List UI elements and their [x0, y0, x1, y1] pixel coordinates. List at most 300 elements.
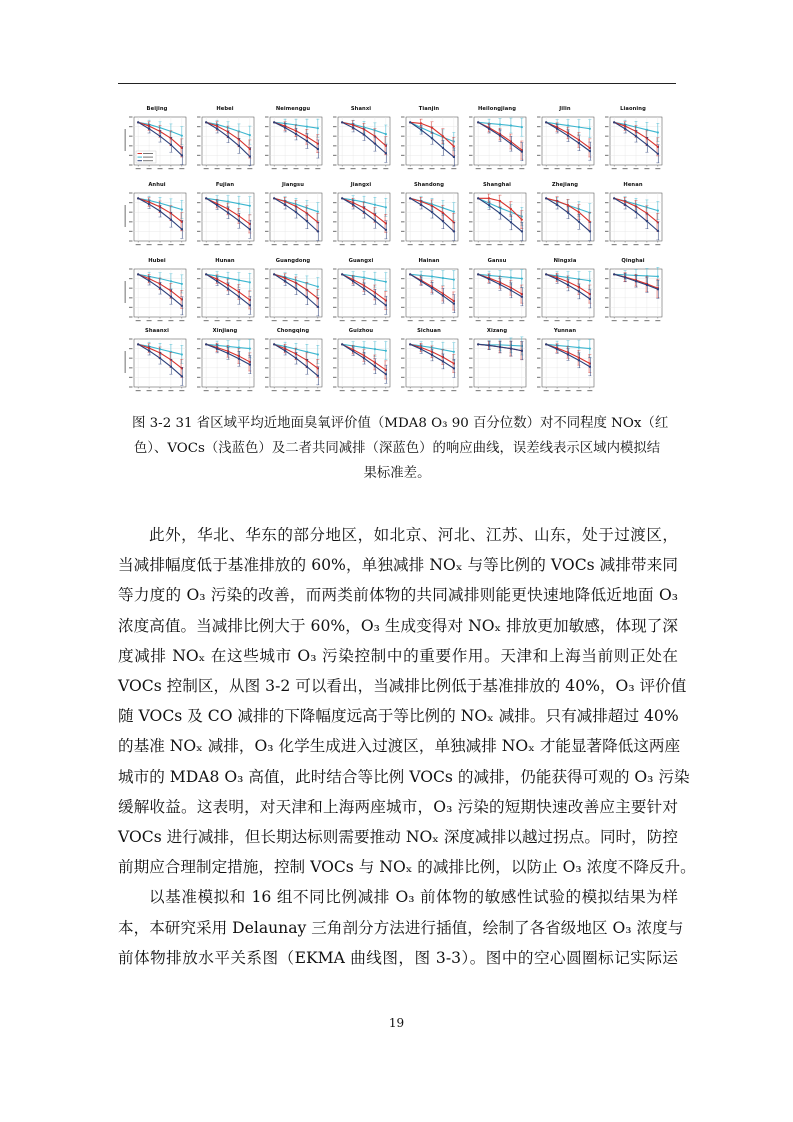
x-tick-label — [226, 244, 231, 245]
panel-title: Jiangsu — [281, 182, 305, 188]
data-point-vocs — [657, 275, 659, 277]
data-point-both — [385, 229, 387, 231]
x-tick-label — [147, 390, 152, 391]
caption-line: 图 3-2 31 省区域平均近地面臭氧评价值（MDA8 O₃ 90 百分位数）对不同程度 NOx（红 — [132, 416, 669, 431]
panel — [328, 328, 394, 400]
panel-title: Jilin — [559, 106, 571, 112]
data-point-both — [510, 348, 512, 350]
y-tick-label — [469, 268, 473, 269]
x-tick-label — [644, 244, 649, 245]
panel — [396, 258, 462, 330]
y-tick-label — [469, 278, 473, 279]
x-tick-label — [168, 244, 173, 245]
data-point-both — [363, 288, 365, 290]
x-tick-label — [168, 390, 173, 391]
y-tick-label — [605, 268, 609, 269]
data-point-both — [545, 273, 547, 275]
y-tick-label — [129, 358, 133, 359]
y-tick-label — [197, 278, 201, 279]
x-tick-label — [351, 320, 356, 321]
x-tick-label — [644, 168, 649, 169]
data-point-both — [578, 359, 580, 361]
x-tick-label — [440, 244, 445, 245]
data-point-both — [341, 343, 343, 345]
data-point-both — [431, 137, 433, 139]
data-point-both — [238, 296, 240, 298]
y-tick-label — [265, 358, 269, 359]
panel-plot — [464, 189, 530, 251]
x-tick-label — [236, 244, 241, 245]
data-point-nox — [442, 212, 444, 214]
data-point-both — [589, 298, 591, 300]
x-tick-label — [158, 168, 163, 169]
data-point-both — [510, 143, 512, 145]
x-tick-label — [419, 168, 424, 169]
y-tick-label — [333, 155, 337, 156]
y-tick-label — [537, 278, 541, 279]
y-tick-label — [469, 231, 473, 232]
data-point-both — [341, 273, 343, 275]
data-point-both — [374, 143, 376, 145]
panel — [464, 182, 530, 254]
x-tick-label — [283, 320, 288, 321]
y-tick-label — [401, 288, 405, 289]
panel-plot — [532, 113, 598, 175]
y-tick-label — [333, 307, 337, 308]
data-point-vocs — [317, 353, 319, 355]
panel-title: Shandong — [413, 182, 445, 188]
data-point-vocs — [238, 346, 240, 348]
text-line: 缓解收益。这表明，对天津和上海两座城市，O₃ 污染的短期快速改善应主要针对 — [118, 797, 678, 816]
x-tick-label — [555, 320, 560, 321]
y-tick-label — [265, 212, 269, 213]
x-tick-label — [168, 168, 173, 169]
y-tick-label — [469, 240, 473, 241]
data-point-both — [341, 121, 343, 123]
panel-plot — [396, 335, 462, 397]
y-tick-label — [537, 212, 541, 213]
x-tick-label — [655, 168, 660, 169]
y-tick-label — [129, 136, 133, 137]
data-point-both — [385, 152, 387, 154]
y-tick-label — [469, 297, 473, 298]
y-tick-label — [605, 145, 609, 146]
data-point-both — [657, 230, 659, 232]
y-tick-label — [605, 116, 609, 117]
data-point-both — [431, 354, 433, 356]
data-point-vocs — [317, 286, 319, 288]
data-point-both — [442, 220, 444, 222]
data-point-both — [306, 296, 308, 298]
y-tick-label — [401, 268, 405, 269]
x-tick-label — [576, 168, 581, 169]
y-tick-label — [265, 386, 269, 387]
panel — [600, 182, 666, 254]
data-point-both — [352, 127, 354, 129]
data-point-both — [431, 287, 433, 289]
data-point-both — [249, 364, 251, 366]
panel — [532, 328, 598, 400]
y-tick-label — [333, 212, 337, 213]
data-point-both — [148, 203, 150, 205]
data-point-both — [499, 346, 501, 348]
x-tick-label — [136, 168, 141, 169]
y-tick-label — [401, 297, 405, 298]
y-tick-label — [197, 126, 201, 127]
x-tick-label — [487, 244, 492, 245]
x-tick-label — [158, 244, 163, 245]
x-tick-label — [272, 244, 277, 245]
y-tick-label — [265, 155, 269, 156]
y-tick-label — [469, 202, 473, 203]
x-tick-label — [247, 244, 252, 245]
x-tick-label — [362, 320, 367, 321]
x-tick-label — [179, 244, 184, 245]
panel-title: Shaanxi — [145, 328, 169, 334]
x-tick-label — [215, 244, 220, 245]
data-point-both — [284, 127, 286, 129]
text-line: 城市的 MDA8 O₃ 高值，此时结合等比例 VOCs 的减排，仍能获得可观的 O₃ 污染 — [118, 767, 690, 786]
y-tick-label — [537, 192, 541, 193]
x-tick-label — [440, 320, 445, 321]
panel-title: Neimenggu — [275, 106, 311, 112]
y-tick-label — [537, 126, 541, 127]
x-tick-label — [555, 244, 560, 245]
y-tick-label — [537, 136, 541, 137]
y-tick-label — [605, 155, 609, 156]
panel-title: Gansu — [487, 258, 507, 264]
x-tick-label — [272, 390, 277, 391]
data-point-both — [317, 148, 319, 150]
x-tick-label — [623, 244, 628, 245]
y-tick-label — [333, 377, 337, 378]
data-point-both — [521, 296, 523, 298]
data-point-nox — [578, 211, 580, 213]
x-tick-label — [158, 390, 163, 391]
x-tick-label — [372, 168, 377, 169]
x-tick-label — [294, 320, 299, 321]
y-tick-label — [129, 164, 133, 165]
x-tick-label — [476, 390, 481, 391]
y-tick-label — [333, 338, 337, 339]
x-tick-label — [136, 390, 141, 391]
data-point-vocs — [170, 280, 172, 282]
data-point-vocs — [499, 123, 501, 125]
data-point-both — [578, 221, 580, 223]
x-tick-label — [315, 320, 320, 321]
y-tick-label — [401, 386, 405, 387]
x-tick-label — [351, 244, 356, 245]
x-tick-label — [408, 390, 413, 391]
data-point-both — [442, 147, 444, 149]
y-tick-label — [605, 192, 609, 193]
x-tick-label — [566, 320, 571, 321]
x-tick-label — [272, 168, 277, 169]
panel-plot — [464, 335, 530, 397]
y-tick-label — [333, 202, 337, 203]
x-tick-label — [408, 320, 413, 321]
x-tick-label — [236, 390, 241, 391]
data-point-both — [556, 348, 558, 350]
x-tick-label — [576, 390, 581, 391]
text-line: 度减排 NOₓ 在这些城市 O₃ 污染控制中的重要作用。天津和上海当前则正处在 — [118, 646, 678, 665]
data-point-both — [137, 121, 139, 123]
y-tick-label — [129, 126, 133, 127]
data-point-vocs — [249, 281, 251, 283]
data-point-vocs — [442, 277, 444, 279]
data-point-vocs — [657, 210, 659, 212]
data-point-both — [374, 220, 376, 222]
x-tick-label — [236, 320, 241, 321]
panel-plot — [124, 189, 190, 251]
data-point-both — [613, 273, 615, 275]
data-point-both — [477, 343, 479, 345]
panel-title: Guizhou — [348, 328, 374, 334]
panel-plot — [328, 189, 394, 251]
panel-title: Hainan — [418, 258, 440, 264]
data-point-both — [657, 153, 659, 155]
data-point-vocs — [646, 129, 648, 131]
panel — [464, 106, 530, 178]
x-tick-label — [634, 244, 639, 245]
x-tick-label — [566, 390, 571, 391]
y-tick-label — [129, 288, 133, 289]
y-tick-label — [469, 377, 473, 378]
panel — [600, 258, 666, 330]
x-tick-label — [655, 244, 660, 245]
data-point-both — [273, 343, 275, 345]
data-point-both — [385, 373, 387, 375]
caption-line: 果标准差。 — [363, 466, 431, 481]
text-line: 随 VOCs 及 CO 减排的下降幅度远高于等比例的 NOₓ 减排。只有减排超过 40% — [118, 707, 679, 726]
y-tick-label — [333, 164, 337, 165]
data-point-vocs — [589, 280, 591, 282]
panel — [124, 106, 190, 178]
data-point-both — [521, 350, 523, 352]
x-tick-label — [247, 390, 252, 391]
x-tick-label — [498, 244, 503, 245]
data-point-both — [227, 288, 229, 290]
paragraph-1 — [118, 520, 696, 882]
y-tick-label — [197, 164, 201, 165]
x-tick-label — [204, 390, 209, 391]
x-tick-label — [179, 390, 184, 391]
y-tick-label — [605, 126, 609, 127]
body-text — [118, 520, 696, 973]
y-tick-label — [401, 145, 405, 146]
x-tick-label — [340, 168, 345, 169]
y-tick-label — [265, 231, 269, 232]
data-point-both — [317, 230, 319, 232]
x-tick-label — [508, 390, 513, 391]
page-number: 19 — [388, 1016, 405, 1030]
panel-title: Henan — [623, 182, 643, 188]
x-tick-label — [304, 244, 309, 245]
x-tick-label — [487, 320, 492, 321]
x-tick-label — [498, 320, 503, 321]
data-point-vocs — [374, 204, 376, 206]
y-tick-label — [605, 240, 609, 241]
data-point-both — [477, 197, 479, 199]
panel-plot — [600, 113, 666, 175]
x-tick-label — [644, 320, 649, 321]
x-tick-label — [451, 168, 456, 169]
data-point-both — [227, 136, 229, 138]
text-line: 浓度高值。当减排比例大于 60%，O₃ 生成变得对 NOₓ 排放更加敏感，体现了深 — [118, 616, 678, 635]
data-point-vocs — [181, 208, 183, 210]
x-tick-label — [136, 320, 141, 321]
x-tick-label — [430, 244, 435, 245]
y-tick-label — [401, 338, 405, 339]
x-tick-label — [655, 320, 660, 321]
y-tick-label — [537, 386, 541, 387]
y-tick-label — [401, 307, 405, 308]
y-tick-label — [333, 240, 337, 241]
data-point-both — [159, 210, 161, 212]
figure-caption — [132, 411, 669, 486]
y-tick-label — [333, 268, 337, 269]
y-tick-label — [197, 367, 201, 368]
panel — [192, 328, 258, 400]
panel — [464, 258, 530, 330]
data-point-both — [205, 121, 207, 123]
panel-plot — [260, 265, 326, 327]
data-point-both — [238, 145, 240, 147]
x-tick-label — [440, 390, 445, 391]
data-point-vocs — [317, 211, 319, 213]
panel-title: Guangxi — [348, 258, 374, 264]
y-tick-label — [333, 278, 337, 279]
data-point-both — [181, 305, 183, 307]
y-tick-label — [197, 386, 201, 387]
data-point-both — [295, 211, 297, 213]
x-tick-label — [408, 168, 413, 169]
x-tick-label — [340, 390, 345, 391]
data-point-both — [363, 134, 365, 136]
data-point-both — [477, 273, 479, 275]
data-point-both — [317, 306, 319, 308]
y-tick-label — [129, 192, 133, 193]
data-point-both — [567, 284, 569, 286]
data-point-both — [521, 230, 523, 232]
panel-title: Guangdong — [275, 258, 311, 264]
panel — [464, 328, 530, 400]
panel-title: Shanghai — [482, 182, 512, 188]
panel-title: Qinghai — [621, 258, 645, 264]
x-tick-label — [544, 320, 549, 321]
y-tick-label — [469, 164, 473, 165]
data-point-both — [431, 211, 433, 213]
data-point-vocs — [453, 211, 455, 213]
panel-title: Beijing — [146, 106, 168, 112]
data-point-both — [137, 273, 139, 275]
data-point-vocs — [249, 205, 251, 207]
data-point-nox — [431, 127, 433, 129]
data-point-both — [249, 304, 251, 306]
data-point-both — [205, 273, 207, 275]
data-point-vocs — [227, 200, 229, 202]
x-tick-label — [587, 244, 592, 245]
y-axis-label — [125, 205, 126, 227]
y-tick-label — [129, 377, 133, 378]
x-tick-label — [236, 168, 241, 169]
figure-3-2 — [118, 100, 676, 405]
x-tick-label — [476, 320, 481, 321]
data-point-vocs — [521, 126, 523, 128]
x-tick-label — [372, 320, 377, 321]
panel-plot — [600, 265, 666, 327]
data-point-both — [521, 151, 523, 153]
data-point-vocs — [363, 346, 365, 348]
caption-line: 色）、VOCs（浅蓝色）及二者共同减排（深蓝色）的响应曲线，误差线表示区域内模拟结 — [133, 441, 661, 456]
legend-label — [143, 153, 153, 154]
y-tick-label — [265, 348, 269, 349]
x-tick-label — [544, 390, 549, 391]
y-tick-label — [401, 377, 405, 378]
data-point-both — [341, 197, 343, 199]
y-tick-label — [469, 316, 473, 317]
y-tick-label — [333, 116, 337, 117]
text-line: 此外，华北、华东的部分地区，如北京、河北、江苏、山东，处于过渡区， — [149, 526, 678, 544]
data-point-both — [159, 357, 161, 359]
x-tick-label — [372, 244, 377, 245]
data-point-both — [227, 212, 229, 214]
data-point-both — [284, 204, 286, 206]
y-tick-label — [197, 155, 201, 156]
panel — [328, 106, 394, 178]
y-tick-label — [605, 288, 609, 289]
data-point-both — [556, 204, 558, 206]
data-point-both — [205, 197, 207, 199]
y-tick-label — [401, 278, 405, 279]
panel — [192, 258, 258, 330]
x-tick-label — [315, 390, 320, 391]
data-point-both — [148, 280, 150, 282]
data-point-nox — [453, 145, 455, 147]
y-tick-label — [605, 221, 609, 222]
data-point-both — [420, 280, 422, 282]
y-tick-label — [197, 307, 201, 308]
y-tick-label — [537, 268, 541, 269]
x-tick-label — [587, 168, 592, 169]
y-tick-label — [537, 316, 541, 317]
data-point-vocs — [306, 126, 308, 128]
x-tick-label — [383, 168, 388, 169]
y-tick-label — [129, 367, 133, 368]
data-point-both — [137, 197, 139, 199]
data-point-vocs — [657, 131, 659, 133]
panel-plot — [532, 335, 598, 397]
data-point-both — [409, 121, 411, 123]
data-point-vocs — [181, 283, 183, 285]
y-tick-label — [469, 136, 473, 137]
y-tick-label — [401, 221, 405, 222]
y-tick-label — [469, 192, 473, 193]
panel-plot — [124, 265, 190, 327]
data-point-both — [374, 365, 376, 367]
panel-title: Tianjin — [418, 106, 440, 112]
data-point-vocs — [249, 134, 251, 136]
data-point-both — [420, 348, 422, 350]
panel-plot — [464, 265, 530, 327]
data-point-both — [306, 366, 308, 368]
y-tick-label — [129, 116, 133, 117]
panel-plot — [532, 189, 598, 251]
data-point-both — [273, 273, 275, 275]
data-point-both — [409, 343, 411, 345]
data-point-both — [442, 295, 444, 297]
panel — [124, 182, 190, 254]
